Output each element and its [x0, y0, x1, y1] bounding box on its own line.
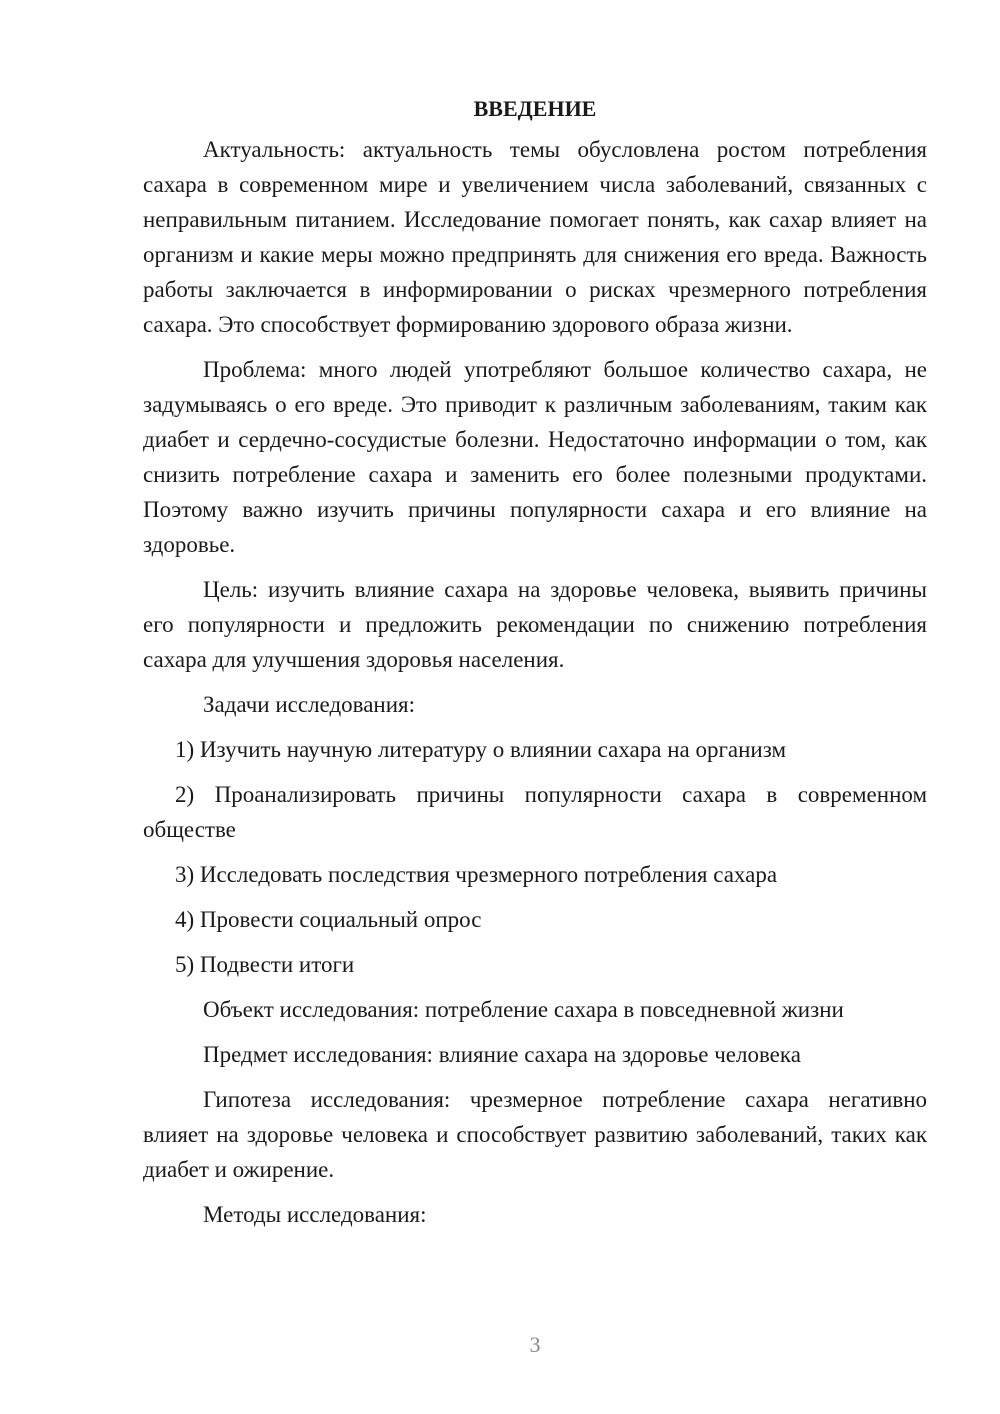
- list-item: 1) Изучить научную литературу о влиянии сахара на организм: [175, 737, 787, 762]
- goal-paragraph: Цель: изучить влияние сахара на здоровье человека, выявить причины его популярности и предложить рекомендации по снижению потребления сахара для улучшения здоровья населения.: [143, 577, 927, 672]
- list-item: 2) Проанализировать причины популярности сахара в современном обществе: [143, 782, 927, 842]
- page-number: 3: [529, 1332, 541, 1357]
- tasks-heading: Задачи исследования:: [203, 692, 416, 717]
- tasks-list: [143, 732, 927, 982]
- page-title: ВВЕДЕНИЕ: [473, 96, 597, 121]
- relevance-paragraph: Актуальность: актуальность темы обусловлена ростом потребления сахара в современном мире и увеличением числа заболеваний, связанных с неправильным питанием. Исследование помогает понять, как сахар влияет на организм и какие меры можно предпринять для снижения его вреда. Важность работы заключается в информировании о рисках чрезмерного потребления сахара. Это способствует формированию здорового образа жизни.: [143, 137, 927, 337]
- page-content: [143, 94, 927, 1242]
- hypothesis-paragraph: Гипотеза исследования: чрезмерное потребление сахара негативно влияет на здоровье человека и способствует развитию заболеваний, таких как диабет и ожирение.: [143, 1087, 927, 1182]
- list-item: 3) Исследовать последствия чрезмерного потребления сахара: [175, 862, 778, 887]
- list-item: 5) Подвести итоги: [175, 952, 355, 977]
- object-paragraph: Объект исследования: потребление сахара в повседневной жизни: [203, 997, 844, 1022]
- problem-paragraph: Проблема: много людей употребляют большое количество сахара, не задумываясь о его вреде. Это приводит к различным заболеваниям, таким как диабет и сердечно-сосудистые болезни. Недостаточно информации о том, как снизить потребление сахара и заменить его более полезными продуктами. Поэтому важно изучить причины популярности сахара и его влияние на здоровье.: [143, 357, 927, 557]
- subject-paragraph: Предмет исследования: влияние сахара на здоровье человека: [203, 1042, 801, 1067]
- methods-heading: Методы исследования:: [203, 1202, 427, 1227]
- list-item: 4) Провести социальный опрос: [175, 907, 482, 932]
